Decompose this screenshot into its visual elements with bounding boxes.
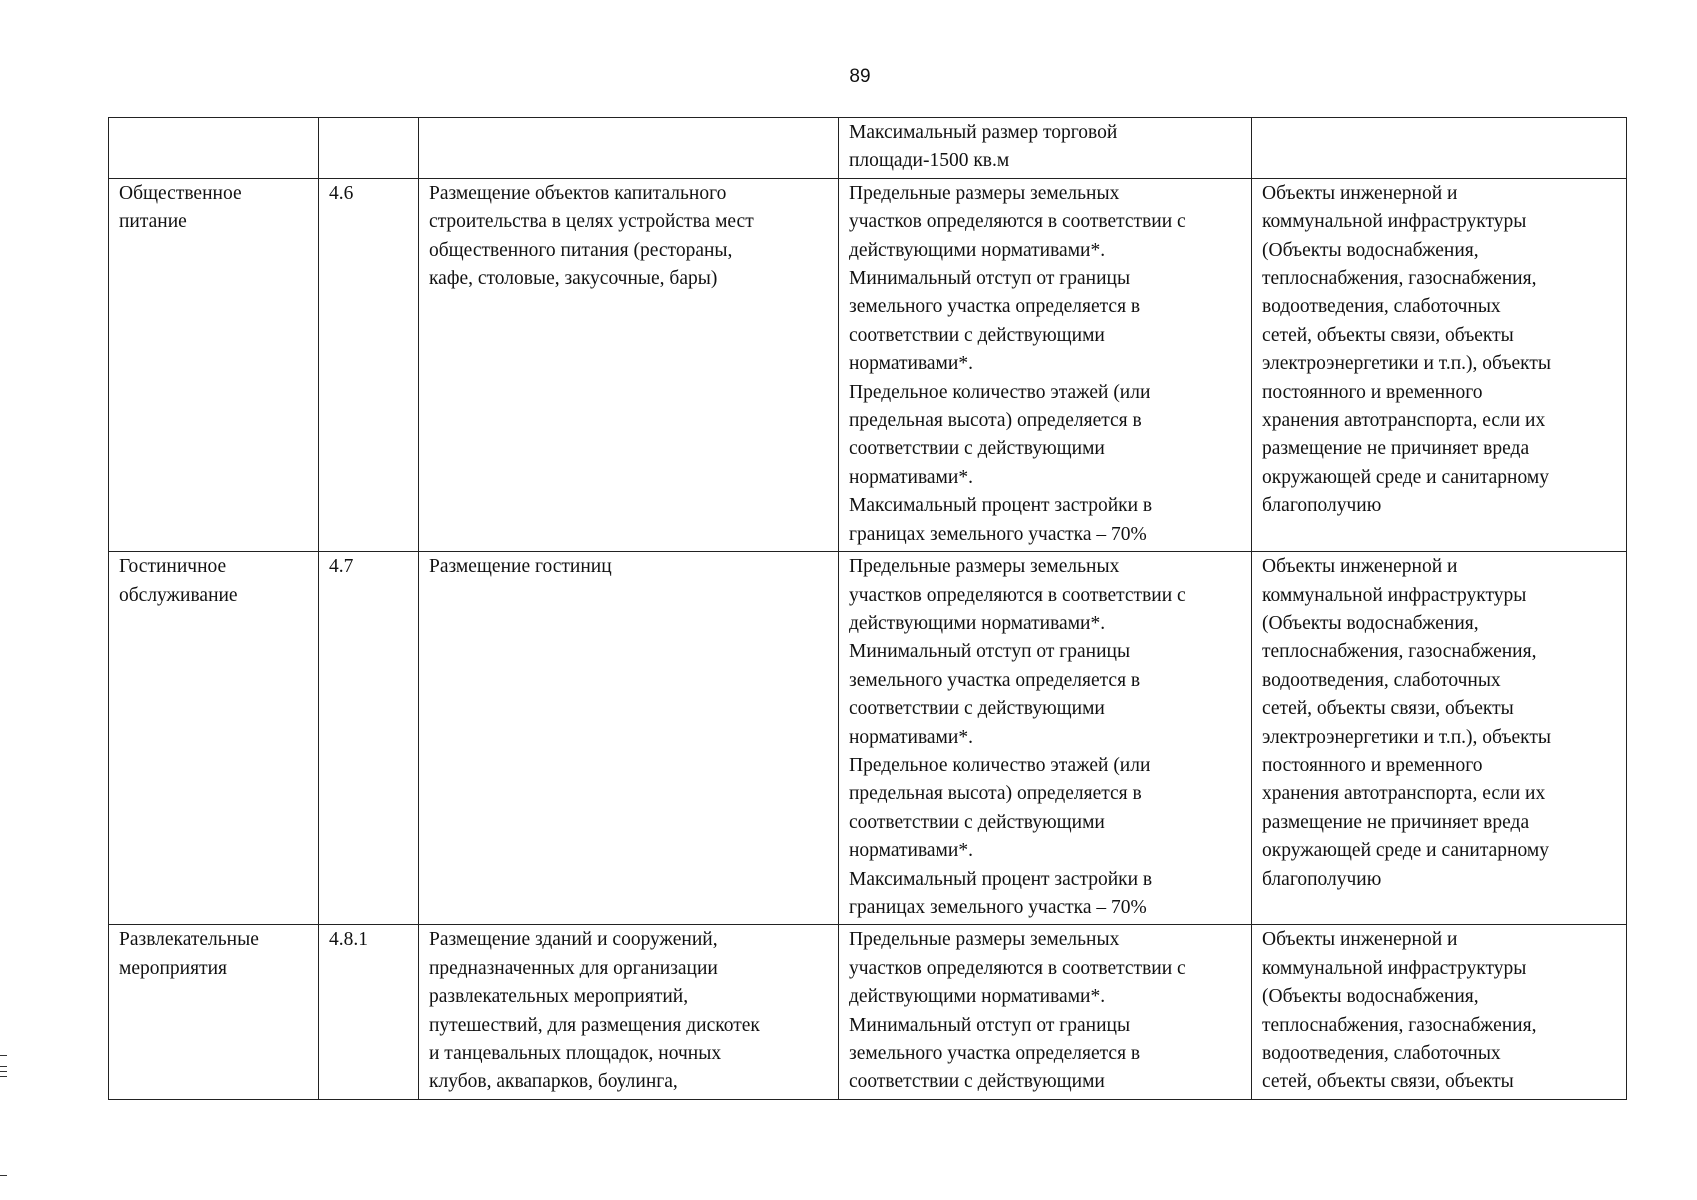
use-code-text: 4.7: [329, 556, 354, 578]
use-code-cell: [319, 178, 419, 551]
scan-tick: [0, 1175, 7, 1176]
scan-tick: [0, 1066, 7, 1067]
use-code-text: 4.6: [329, 182, 354, 204]
auxiliary-uses-cell: [1252, 552, 1627, 925]
page-number: 89: [849, 66, 871, 87]
parameters-cell: [839, 178, 1252, 551]
use-description-cell: [419, 552, 839, 925]
use-name-text: Гостиничное обслуживание: [119, 556, 238, 606]
parameters-text: Максимальный размер торговой площади-1500 кв.м: [849, 122, 1118, 172]
auxiliary-uses-text: Объекты инженерной и коммунальной инфраструктуры (Объекты водоснабжения, теплоснабжения, газоснабжения, водоотведения, слаботочных сетей, объекты связи, объекты: [1262, 929, 1537, 1093]
parameters-cell: [839, 118, 1252, 179]
use-name-cell: [109, 178, 319, 551]
scan-tick: [0, 1055, 7, 1056]
auxiliary-uses-cell: [1252, 925, 1627, 1100]
use-name-cell: [109, 118, 319, 179]
auxiliary-uses-text: Объекты инженерной и коммунальной инфраструктуры (Объекты водоснабжения, теплоснабжения, газоснабжения, водоотведения, слаботочных сетей, объекты связи, объекты электроэнергетики и т.п.), объекты постоянного и временного хранения автотранспорта, если их размещение не причиняет вреда окружающей среде и санитарному благополучию: [1262, 556, 1552, 890]
use-name-text: Развлекательные мероприятия: [119, 929, 259, 979]
parameters-text: Предельные размеры земельных участков определяются в соответствии с действующими нормативами*. Минимальный отступ от границы земельного участка определяется в соответствии с действующими нормативами*. Предельное количество этажей (или предельная высота) определяется в соответствии с действующими нормативами*. Максимальный процент застройки в границах земельного участка – 70%: [849, 182, 1186, 545]
use-description-text: Размещение объектов капитального строительства в целях устройства мест общественного питания (рестораны, кафе, столовые, закусочные, бары): [429, 182, 754, 290]
use-description-text: Размещение гостиниц: [429, 556, 612, 578]
scan-tick: [0, 1071, 7, 1072]
use-name-cell: [109, 552, 319, 925]
use-code-text: 4.8.1: [329, 929, 368, 951]
table-row: [109, 118, 1627, 179]
use-code-cell: [319, 925, 419, 1100]
land-use-table: [108, 117, 1627, 1100]
parameters-text: Предельные размеры земельных участков определяются в соответствии с действующими нормативами*. Минимальный отступ от границы земельного участка определяется в соответствии с действующими нормативами*. Предельное количество этажей (или предельная высота) определяется в соответствии с действующими нормативами*. Максимальный процент застройки в границах земельного участка – 70%: [849, 556, 1186, 918]
use-description-cell: [419, 118, 839, 179]
use-description-cell: [419, 925, 839, 1100]
use-code-cell: [319, 118, 419, 179]
auxiliary-uses-cell: [1252, 118, 1627, 179]
parameters-cell: [839, 552, 1252, 925]
auxiliary-uses-text: Объекты инженерной и коммунальной инфраструктуры (Объекты водоснабжения, теплоснабжения, газоснабжения, водоотведения, слаботочных сетей, объекты связи, объекты электроэнергетики и т.п.), объекты постоянного и временного хранения автотранспорта, если их размещение не причиняет вреда окружающей среде и санитарному благополучию: [1262, 182, 1552, 517]
use-name-cell: [109, 925, 319, 1100]
table-row: [109, 178, 1627, 551]
parameters-cell: [839, 925, 1252, 1100]
scan-margin-marks: [0, 1055, 8, 1185]
use-code-cell: [319, 552, 419, 925]
use-description-cell: [419, 178, 839, 551]
use-name-text: Общественное питание: [119, 182, 242, 233]
parameters-text: Предельные размеры земельных участков определяются в соответствии с действующими нормативами*. Минимальный отступ от границы земельного участка определяется в соответствии с действующими: [849, 929, 1186, 1093]
use-description-text: Размещение зданий и сооружений, предназначенных для организации развлекательных мероприятий, путешествий, для размещения дискотек и танцевальных площадок, ночных клубов, аквапарков, боулинга,: [429, 929, 760, 1093]
table-row: [109, 552, 1627, 925]
scan-tick: [0, 1076, 7, 1077]
auxiliary-uses-cell: [1252, 178, 1627, 551]
table-row: [109, 925, 1627, 1100]
